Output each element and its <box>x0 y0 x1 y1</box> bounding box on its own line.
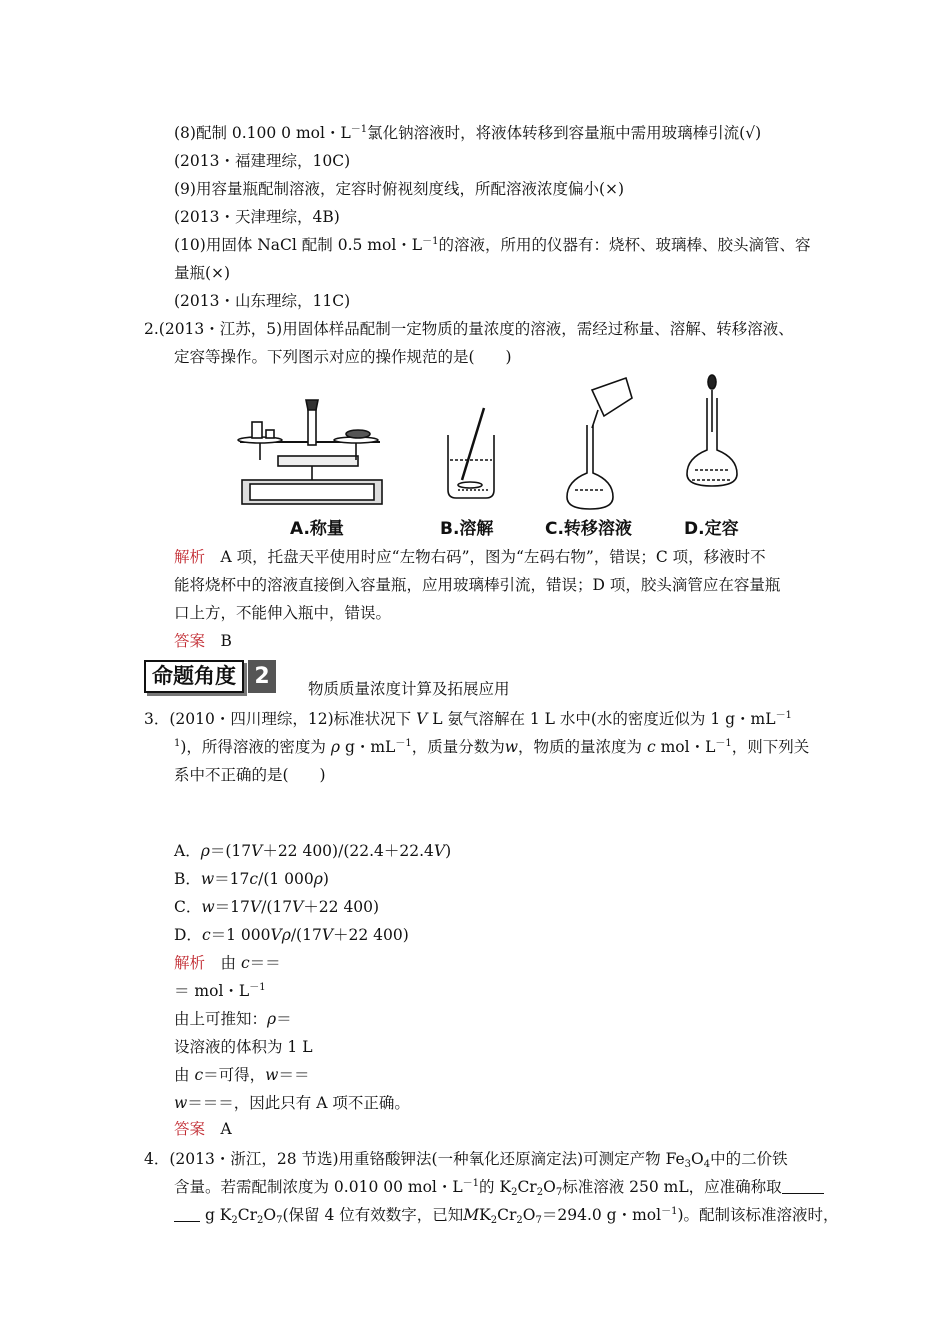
balance-illustration <box>238 400 382 504</box>
analysis-label: 解析 <box>174 954 206 972</box>
volumetric-flask-illustration <box>687 375 737 486</box>
analysis-label: 解析 <box>174 548 206 566</box>
source-shandong: (2013・山东理综，11C) <box>174 292 351 310</box>
source-tianjin: (2013・天津理综，4B) <box>174 208 340 226</box>
analysis-q2: 解析 A 项，托盘天平使用时应“左物右码”，图为“左码右物”，错误；C 项，移液时不 <box>174 548 766 566</box>
caption-d: D.定容 <box>684 519 739 539</box>
topic-banner <box>144 660 284 693</box>
answer-q3: 答案 A <box>174 1120 232 1138</box>
statement-9: (9)用容量瓶配制溶液，定容时俯视刻度线，所配溶液浓度偏小(×) <box>174 180 625 198</box>
option-c: C．w＝17V/(17V＋22 400) <box>174 898 380 916</box>
question-2-cont: 定容等操作。下列图示对应的操作规范的是( ) <box>174 348 512 366</box>
question-3-cont2: 系中不正确的是( ) <box>174 766 326 784</box>
analysis-q3-line2: ＝ mol・$L^{-1}$ <box>174 982 266 1000</box>
option-d: D．c＝1 000Vρ/(17V＋22 400) <box>174 926 409 944</box>
question-4: 4．(2013・浙江，28 节选)用重铬酸钾法(一种氧化还原滴定法)可测定产物 $Fe_3O_4$中的二价铁 <box>144 1150 788 1170</box>
analysis-q2-cont1: 能将烧杯中的溶液直接倒入容量瓶，应用玻璃棒引流，错误；D 项，胶头滴管应在容量瓶 <box>174 576 781 594</box>
lab-operations-figure <box>230 370 750 510</box>
caption-a: A.称量 <box>290 519 344 539</box>
analysis-q3-line4: 设溶液的体积为 1 L <box>174 1038 313 1056</box>
statement-10-cont: 量瓶(×) <box>174 264 231 282</box>
analysis-q3: 解析 由 c＝＝ <box>174 954 281 972</box>
caption-b: B.溶解 <box>440 519 494 539</box>
analysis-q3-line3: 由上可推知：ρ＝ <box>174 1010 292 1028</box>
question-4-cont1: 含量。若需配制浓度为 0.010 00 mol・$L^{-1}$的 $K_2Cr_2O_7$标准溶液 250 mL，应准确称取 <box>174 1176 824 1198</box>
question-3: 3．(2010・四川理综，12)标准状况下 V L 氨气溶解在 1 L 水中(水的密度近似为 1 g・$mL^{-1}$ <box>144 710 792 728</box>
analysis-q2-cont2: 口上方，不能伸入瓶中，错误。 <box>174 604 392 622</box>
answer-blank[interactable] <box>782 1177 824 1194</box>
question-2: 2.(2013・江苏，5)用固体样品配制一定物质的量浓度的溶液，需经过称量、溶解、转移溶液、 <box>144 320 794 338</box>
answer-label: 答案 <box>174 1120 206 1138</box>
answer-blank-cont[interactable] <box>174 1205 200 1222</box>
transfer-illustration <box>567 378 632 509</box>
analysis-q3-line6: w＝＝＝，因此只有 A 项不正确。 <box>174 1094 410 1112</box>
banner-title: 命题角度 <box>144 660 244 693</box>
statement-8: (8)配制 0.100 0 mol・$L^{-1}$氯化钠溶液时，将液体转移到容量瓶中需用玻璃棒引流(√) <box>174 124 762 142</box>
statement-10: (10)用固体 NaCl 配制 0.5 mol・$L^{-1}$的溶液，所用的仪器有：烧杯、玻璃棒、胶头滴管、容 <box>174 236 811 254</box>
analysis-q3-line5: 由 c＝可得，w＝＝ <box>174 1066 310 1084</box>
banner-number: 2 <box>248 660 276 693</box>
answer-q2: 答案 B <box>174 632 232 650</box>
source-fujian: (2013・福建理综，10C) <box>174 152 351 170</box>
option-a: A．ρ＝(17V＋22 400)/(22.4＋22.4V) <box>174 842 452 860</box>
beaker-illustration <box>448 408 494 498</box>
question-4-cont2: g $K_2Cr_2O_7$(保留 4 位有效数字，已知$MK_2Cr_2O_7=294.0$ g・mol$^{-1}$)。配制该标准溶液时， <box>174 1204 839 1226</box>
question-3-cont1: $^1$)，所得溶液的密度为 ρ g・$mL^{-1}$，质量分数为w，物质的量浓度为 c mol・$L^{-1}$，则下列关 <box>174 738 810 756</box>
answer-label: 答案 <box>174 632 206 650</box>
option-b: B．w＝17c/(1 000ρ) <box>174 870 329 888</box>
caption-c: C.转移溶液 <box>545 519 632 539</box>
banner-topic: 物质质量浓度计算及拓展应用 <box>308 680 510 698</box>
